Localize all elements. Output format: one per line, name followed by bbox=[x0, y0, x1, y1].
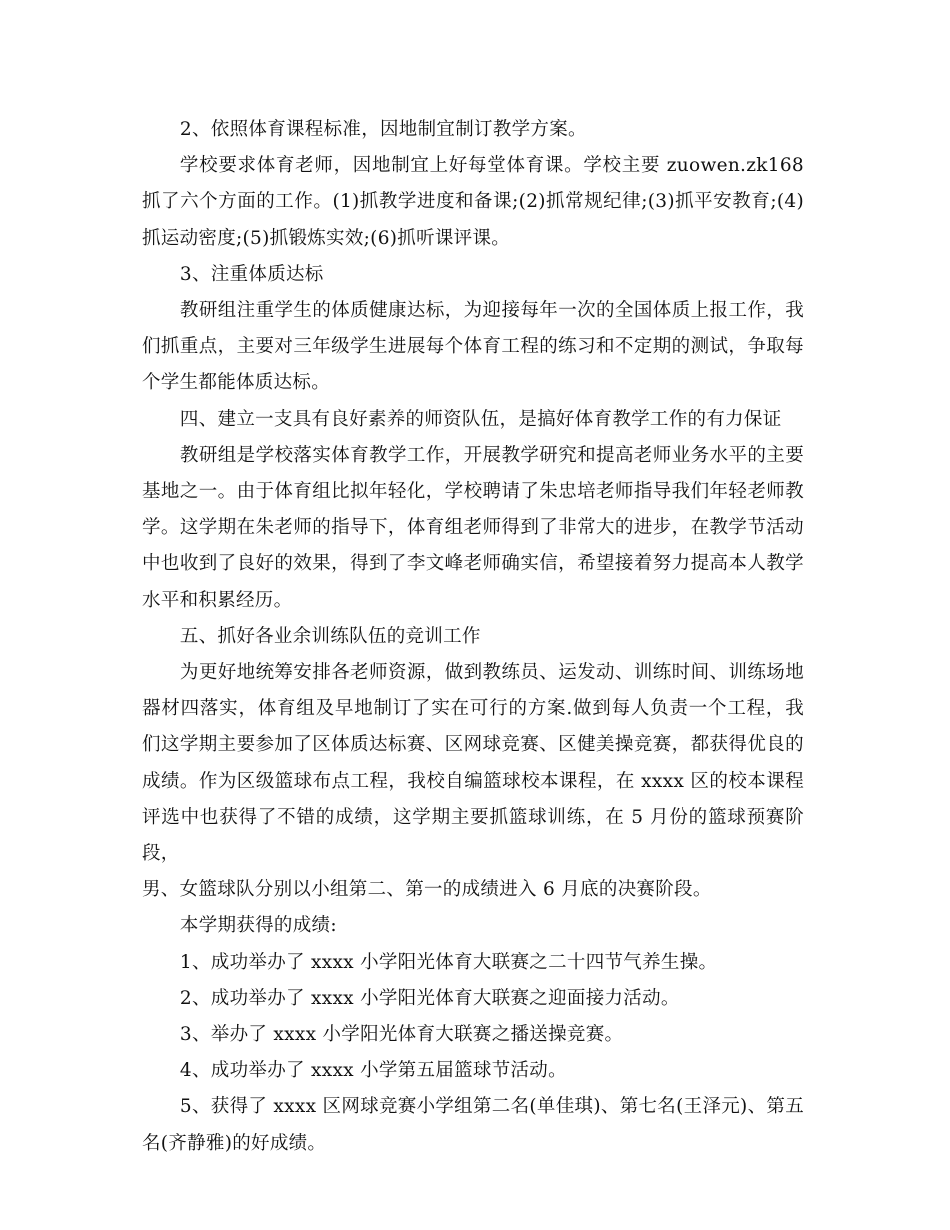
section-4-heading: 四、建立一支具有良好素养的师资队伍，是搞好体育教学工作的有力保证 bbox=[179, 408, 782, 430]
paragraph-fitness-standards: 教研组注重学生的体质健康达标，为迎接每年一次的全国体质上报工作，我们抓重点，主要对三年级学生进展每个体育工程的练习和不定期的测试，争取每个学生都能体质达标。 bbox=[142, 300, 804, 394]
achievement-item-2: 2、成功举办了 xxxx 小学阳光体育大联赛之迎面接力活动。 bbox=[179, 987, 680, 1009]
paragraph-basketball-finals: 男、女篮球队分别以小组第二、第一的成绩进入 6 月底的决赛阶段。 bbox=[142, 879, 712, 901]
document-body bbox=[142, 112, 804, 1162]
achievement-item-1: 1、成功举办了 xxxx 小学阳光体育大联赛之二十四节气养生操。 bbox=[179, 951, 718, 973]
paragraph-item-2-heading: 2、依照体育课程标准，因地制宜制订教学方案。 bbox=[179, 119, 587, 140]
section-5-heading: 五、抓好各业余训练队伍的竞训工作 bbox=[179, 625, 481, 647]
achievement-item-3: 3、举办了 xxxx 小学阳光体育大联赛之播送操竞赛。 bbox=[179, 1024, 624, 1046]
paragraph-teaching-team: 教研组是学校落实体育教学工作，开展教学研究和提高老师业务水平的主要基地之一。由于体育组比拟年轻化，学校聘请了朱忠培老师指导我们年轻老师教学。这学期在朱老师的指导下，体育组老师得到了非常大的进步，在教学节活动中也收到了良好的效果，得到了李文峰老师确实信，希望接着努力提高本人教学水平和积累经历。 bbox=[142, 444, 804, 611]
achievements-heading: 本学期获得的成绩: bbox=[179, 915, 337, 937]
achievement-item-5: 5、获得了 xxxx 区网球竞赛小学组第二名(单佳琪)、第七名(王泽元)、第五名(齐静雅)的好成绩。 bbox=[142, 1096, 804, 1154]
paragraph-item-3-heading: 3、注重体质达标 bbox=[179, 263, 324, 285]
achievement-item-4: 4、成功举办了 xxxx 小学第五届篮球节活动。 bbox=[179, 1060, 567, 1082]
paragraph-teaching-requirements: 学校要求体育老师，因地制宜上好每堂体育课。学校主要 zuowen.zk168 抓了六个方面的工作。(1)抓教学进度和备课;(2)抓常规纪律;(3)抓平安教育;(4)抓运动密度;(5)抓锻炼实效;(6)抓听课评课。 bbox=[142, 155, 804, 249]
paragraph-training-teams: 为更好地统筹安排各老师资源，做到教练员、运发动、训练时间、训练场地器材四落实，体育组及早地制订了实在可行的方案.做到每人负责一个工程，我们这学期主要参加了区体质达标赛、区网球竞赛、区健美操竞赛，都获得优良的成绩。作为区级篮球布点工程，我校自编篮球校本课程，在 xxxx 区的校本课程评选中也获得了不错的成绩，这学期主要抓篮球训练，在 5 月份的篮球预赛阶段， bbox=[142, 662, 804, 865]
